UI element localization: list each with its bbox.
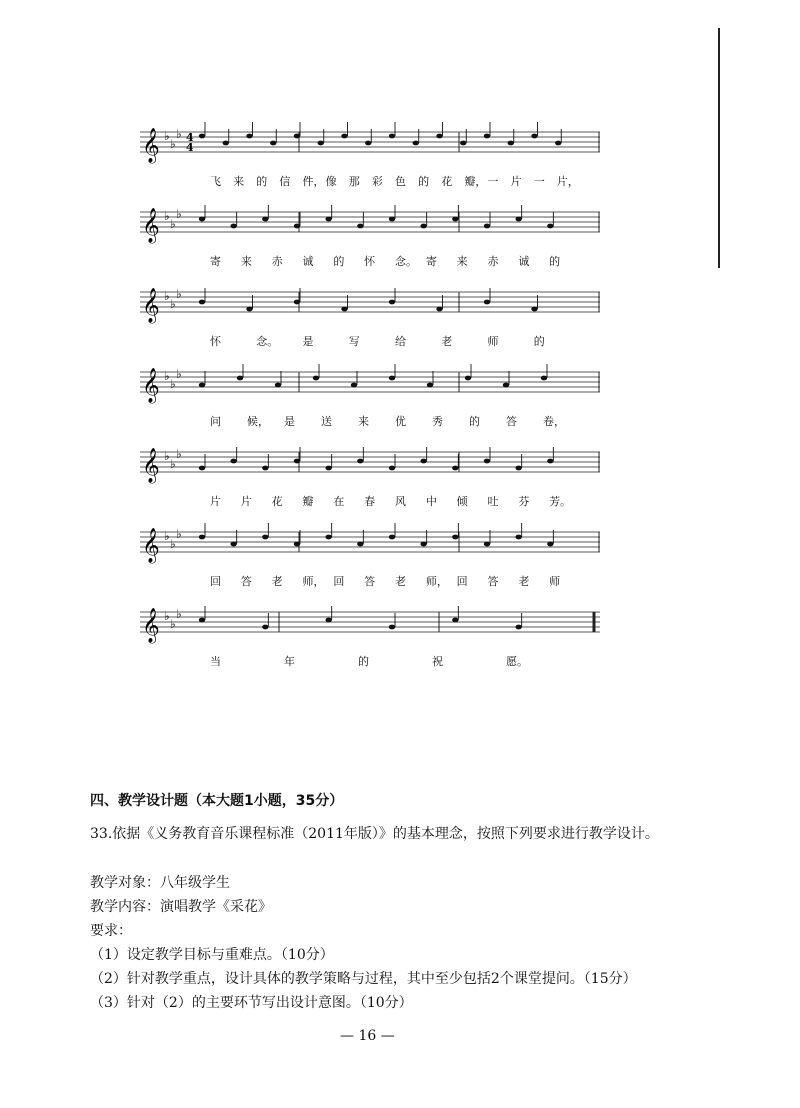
lyric-syllable: 答: [487, 575, 499, 588]
lyric-syllable: 候，: [247, 415, 269, 428]
lyric-syllable: 卷，: [543, 415, 565, 428]
flat-icon: ♭: [164, 209, 170, 223]
note-head: [275, 383, 281, 388]
staff-system-7: [140, 598, 600, 678]
note-head: [484, 134, 490, 139]
note-head: [294, 224, 300, 229]
flat-icon: ♭: [176, 127, 182, 141]
time-signature: 4: [186, 131, 194, 144]
lyric-syllable: 赤: [271, 255, 283, 268]
note-head: [503, 383, 509, 388]
staff-3: [140, 278, 600, 328]
flat-icon: ♭: [164, 369, 170, 383]
lyric-syllable: 祝: [432, 655, 443, 668]
note-head: [547, 459, 553, 464]
note-head: [357, 224, 363, 229]
lyric-syllable: 念。: [395, 255, 417, 268]
note-head: [325, 217, 331, 222]
teaching-target: 教学对象：八年级学生: [90, 875, 230, 891]
requirement-1: （1）设定教学目标与重难点。（10分）: [90, 947, 334, 963]
note-head: [246, 307, 252, 312]
note-head: [199, 383, 205, 388]
lyric-syllable: 回: [210, 575, 221, 588]
note-head: [389, 134, 395, 139]
flat-icon: ♭: [176, 367, 182, 381]
note-head: [531, 134, 537, 139]
treble-clef-icon: 𝄞: [142, 288, 160, 323]
note-head: [508, 141, 514, 146]
lyric-syllable: 给: [395, 335, 406, 348]
lyric-syllable: 是: [284, 415, 295, 428]
note-head: [389, 535, 395, 540]
note-head: [237, 376, 243, 381]
flat-icon: ♭: [164, 609, 170, 623]
note-head: [351, 383, 357, 388]
note-head: [341, 134, 347, 139]
note-head: [389, 300, 395, 305]
staff-system-3: [140, 278, 600, 358]
note-head: [246, 134, 252, 139]
lyric-syllable: 的: [418, 175, 430, 188]
note-head: [531, 307, 537, 312]
staff-system-2: [140, 198, 600, 278]
lyric-syllable: 彩: [371, 175, 383, 188]
lyric-syllable: 中: [425, 495, 437, 508]
note-head: [199, 466, 205, 471]
note-head: [484, 300, 490, 305]
flat-icon: ♭: [170, 137, 176, 151]
note-head: [230, 542, 236, 547]
lyric-syllable: 片: [240, 495, 252, 508]
note-head: [199, 217, 205, 222]
flat-icon: ♭: [164, 129, 170, 143]
lyric-syllable: 来: [233, 175, 245, 188]
lyric-syllable: 愿。: [506, 655, 528, 668]
note-head: [230, 459, 236, 464]
lyric-syllable: 答: [240, 575, 252, 588]
note-head: [325, 618, 331, 623]
note-head: [262, 466, 268, 471]
lyric-syllable: 的: [469, 415, 480, 428]
note-head: [484, 459, 490, 464]
lyric-syllable: 倾: [456, 495, 468, 508]
note-head: [452, 466, 458, 471]
lyric-syllable: 片: [210, 495, 221, 508]
note-head: [484, 542, 490, 547]
note-head: [294, 459, 300, 464]
lyric-syllable: 片，: [556, 175, 579, 188]
lyric-syllable: 送: [321, 415, 332, 428]
lyric-syllable: 在: [333, 495, 345, 508]
staff-1: [140, 118, 600, 168]
page-number: — 16 —: [340, 1028, 395, 1044]
note-head: [262, 535, 268, 540]
lyric-syllable: 老: [395, 575, 406, 588]
lyric-syllable: 吐: [487, 495, 499, 508]
flat-icon: ♭: [176, 527, 182, 541]
note-head: [427, 383, 433, 388]
lyric-syllable: 师，: [302, 575, 325, 588]
note-head: [325, 466, 331, 471]
note-head: [420, 542, 426, 547]
teaching-content: 教学内容：演唱教学《采花》: [90, 899, 272, 915]
lyric-syllable: 来: [240, 255, 252, 268]
lyric-syllable: 回: [333, 575, 345, 588]
note-head: [223, 141, 229, 146]
lyric-syllable: 老: [441, 335, 453, 348]
note-head: [436, 307, 442, 312]
flat-icon: ♭: [164, 529, 170, 543]
lyric-syllable: 信: [279, 175, 291, 188]
lyric-syllable: 片: [510, 175, 522, 188]
flat-icon: ♭: [170, 457, 176, 471]
flat-icon: ♭: [176, 287, 182, 301]
lyric-syllable: 一: [487, 175, 499, 188]
requirement-2: （2）针对教学重点，设计具体的教学策略与过程，其中至少包括2个课堂提问。（15分）: [90, 971, 637, 987]
note-head: [389, 466, 395, 471]
section-title: 四、教学设计题（本大题1小题，35分）: [90, 793, 344, 809]
lyric-syllable: 赤: [487, 255, 499, 268]
lyric-syllable: 一: [533, 175, 545, 188]
treble-clef-icon: 𝄞: [142, 448, 160, 483]
lyric-syllable: 春: [364, 495, 376, 508]
lyric-syllable: 优: [395, 415, 406, 428]
lyric-syllable: 怀: [364, 255, 376, 268]
note-head: [515, 535, 521, 540]
time-signature: 4: [186, 141, 194, 154]
note-head: [341, 307, 347, 312]
lyric-syllable: 风: [395, 495, 406, 508]
flat-icon: ♭: [176, 607, 182, 621]
lyric-syllable: 件，: [302, 175, 325, 188]
note-head: [452, 618, 458, 623]
lyric-syllable: 芬: [518, 495, 530, 508]
lyric-syllable: 色: [395, 175, 406, 188]
note-head: [357, 542, 363, 547]
staff-system-5: [140, 438, 600, 518]
lyric-syllable: 诚: [302, 255, 314, 268]
lyric-syllable: 老: [518, 575, 530, 588]
note-head: [420, 224, 426, 229]
flat-icon: ♭: [170, 217, 176, 231]
note-head: [199, 134, 205, 139]
lyric-syllable: 来: [456, 255, 468, 268]
lyric-syllable: 瓣，: [464, 175, 487, 188]
note-head: [389, 376, 395, 381]
lyric-syllable: 问: [210, 415, 221, 428]
lyric-syllable: 寄: [210, 255, 221, 268]
note-head: [541, 376, 547, 381]
requirement-3: （3）针对（2）的主要环节写出设计意图。（10分）: [90, 995, 413, 1011]
music-score: [140, 118, 600, 678]
requirements-label: 要求：: [90, 923, 132, 939]
lyric-syllable: 老: [271, 575, 283, 588]
question-text: [62, 822, 742, 846]
lyric-syllable: 师，: [425, 575, 448, 588]
note-head: [460, 141, 466, 146]
staff-6: [140, 518, 600, 568]
treble-clef-icon: 𝄞: [142, 608, 160, 643]
note-head: [452, 535, 458, 540]
note-head: [389, 217, 395, 222]
lyric-syllable: 那: [348, 175, 360, 188]
lyric-syllable: 的: [333, 255, 345, 268]
lyric-syllable: 师: [487, 335, 499, 348]
note-head: [199, 618, 205, 623]
note-head: [452, 217, 458, 222]
lyric-syllable: 的: [533, 335, 545, 348]
note-head: [547, 224, 553, 229]
note-head: [420, 459, 426, 464]
lyric-syllable: 芳。: [549, 495, 572, 508]
note-head: [465, 376, 471, 381]
lyric-syllable: 写: [348, 335, 360, 348]
staff-system-6: [140, 518, 600, 598]
flat-icon: ♭: [170, 297, 176, 311]
staff-4: [140, 358, 600, 408]
note-head: [313, 376, 319, 381]
note-head: [357, 459, 363, 464]
flat-icon: ♭: [176, 447, 182, 461]
lyric-syllable: 来: [358, 415, 369, 428]
note-head: [365, 141, 371, 146]
lyric-syllable: 回: [456, 575, 468, 588]
note-head: [515, 217, 521, 222]
flat-icon: ♭: [176, 207, 182, 221]
lyric-syllable: 瓣: [302, 495, 314, 508]
lyric-syllable: 年: [284, 655, 295, 668]
lyric-syllable: 的: [256, 175, 268, 188]
note-head: [413, 141, 419, 146]
note-head: [294, 542, 300, 547]
note-head: [389, 625, 395, 630]
lyric-syllable: 师: [549, 575, 561, 588]
note-head: [325, 535, 331, 540]
staff-7: [140, 598, 600, 648]
note-head: [262, 217, 268, 222]
lyric-syllable: 诚: [518, 255, 530, 268]
staff-system-4: [140, 358, 600, 438]
flat-icon: ♭: [164, 289, 170, 303]
treble-clef-icon: 𝄞: [142, 128, 160, 163]
note-head: [318, 141, 324, 146]
note-head: [547, 542, 553, 547]
note-head: [515, 625, 521, 630]
treble-clef-icon: 𝄞: [142, 528, 160, 563]
lyric-syllable: 答: [364, 575, 376, 588]
treble-clef-icon: 𝄞: [142, 368, 160, 403]
treble-clef-icon: 𝄞: [142, 208, 160, 243]
lyric-syllable: 答: [506, 415, 517, 428]
lyric-syllable: 是: [302, 335, 314, 348]
question-body: 33.依据《义务教育音乐课程标准（2011年版）》的基本理念，按照下列要求进行教学设计。: [90, 826, 659, 842]
lyric-syllable: 怀: [210, 335, 221, 348]
note-head: [199, 300, 205, 305]
scan-edge-line: [718, 28, 720, 268]
lyric-syllable: 秀: [432, 415, 443, 428]
note-head: [294, 300, 300, 305]
flat-icon: ♭: [164, 449, 170, 463]
lyric-syllable: 当: [210, 655, 221, 668]
staff-system-1: [140, 118, 600, 198]
flat-icon: ♭: [170, 377, 176, 391]
note-head: [199, 535, 205, 540]
lyric-syllable: 花: [271, 495, 283, 508]
flat-icon: ♭: [170, 537, 176, 551]
lyric-syllable: 念。: [256, 335, 279, 348]
note-head: [230, 224, 236, 229]
note-head: [515, 466, 521, 471]
staff-5: [140, 438, 600, 488]
lyric-syllable: 像: [325, 175, 337, 188]
lyric-syllable: 寄: [425, 255, 437, 268]
note-head: [555, 141, 561, 146]
note-head: [262, 625, 268, 630]
note-head: [294, 134, 300, 139]
note-head: [270, 141, 276, 146]
flat-icon: ♭: [170, 617, 176, 631]
staff-2: [140, 198, 600, 248]
lyric-syllable: 飞: [210, 175, 221, 188]
note-head: [436, 134, 442, 139]
lyric-syllable: 的: [549, 255, 561, 268]
lyric-syllable: 花: [441, 175, 453, 188]
lyric-syllable: 的: [358, 655, 369, 668]
note-head: [484, 224, 490, 229]
